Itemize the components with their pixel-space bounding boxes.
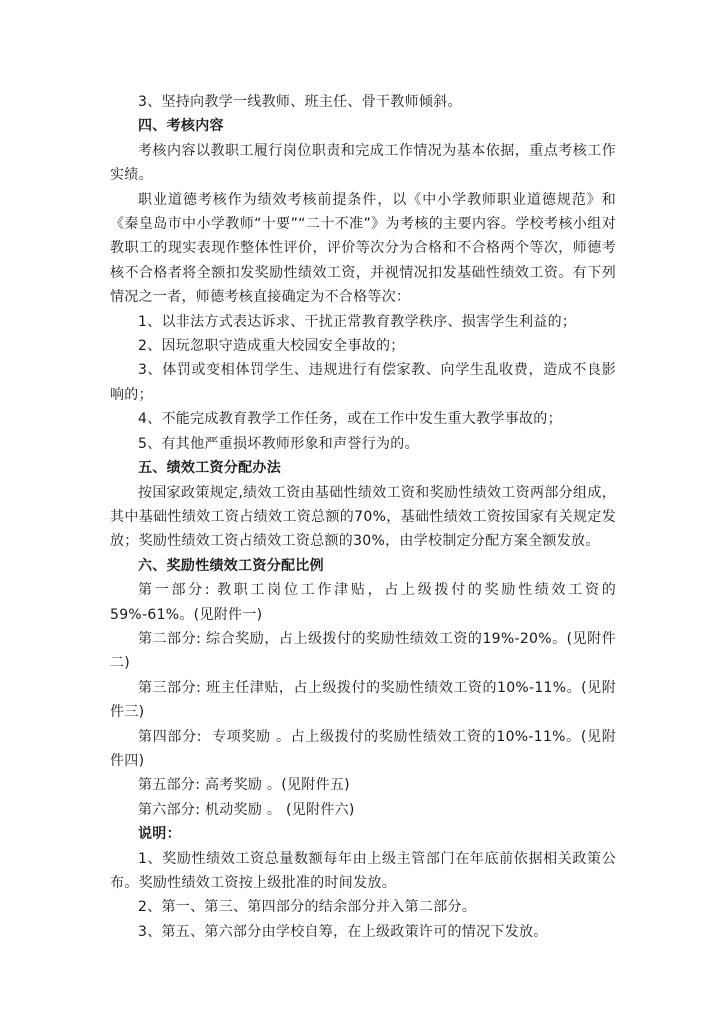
paragraph: 第一部分: 教职工岗位工作津贴，占上级拨付的奖励性绩效工资的59%-61%。(见附件一) [110,582,616,623]
paragraph: 第六部分: 机动奖励 。 (见附件六) [138,801,355,818]
list-item: 3、体罚或变相体罚学生、违规进行有偿家教、向学生乱收费，造成不良影响的； [110,362,616,403]
paragraph: 按国家政策规定,绩效工资由基础性绩效工资和奖励性绩效工资两部分组成，其中基础性绩效工资占绩效工资总额的70%，基础性绩效工资按国家有关规定发放；奖励性绩效工资占绩效工资总额的30%，由学校制定分配方案全额发放。 [110,484,616,550]
paragraph: 职业道德考核作为绩效考核前提条件，以《中小学教师职业道德规范》和《秦皇岛市中小学教师“十要”“二十不准”》为考核的主要内容。学校考核小组对教职工的现实表现作整体性评价，评价等次分为合格和不合格两个等次，师德考核不合格者将全额扣发奖励性绩效工资，并视情况扣发基础性绩效工资。有下列情况之一者，师德考核直接确定为不合格等次： [110,191,616,306]
paragraph: 考核内容以教职工履行岗位职责和完成工作情况为基本依据，重点考核工作实绩。 [110,142,616,184]
section-heading: 说明： [138,826,181,843]
paragraph: 第三部分: 班主任津贴，占上级拨付的奖励性绩效工资的10%-11%。(见附件三) [110,679,616,721]
list-item: 2、第一、第三、第四部分的结余部分并入第二部分。 [138,899,477,916]
section-heading: 五、绩效工资分配办法 [138,460,281,477]
paragraph: 第四部分: 专项奖励 。占上级拨付的奖励性绩效工资的10%-11%。(见附件四) [110,728,616,769]
list-item: 3、第五、第六部分由学校自筹，在上级政策许可的情况下发放。 [138,923,548,940]
list-item: 2、因玩忽职守造成重大校园安全事故的； [138,338,405,355]
list-item: 4、不能完成教育教学工作任务，或在工作中发生重大教学事故的； [138,411,562,428]
document-body [110,90,616,944]
list-item: 5、有其他严重损坏教师形象和声誉行为的。 [138,435,419,452]
list-item: 1、奖励性绩效工资总量数额每年由上级主管部门在年底前依据相关政策公布。奖励性绩效工资按上级批准的时间发放。 [110,850,616,891]
list-item: 3、坚持向教学一线教师、班主任、骨干教师倾斜。 [138,94,462,110]
paragraph: 第二部分: 综合奖励，占上级拨付的奖励性绩效工资的19%-20%。(见附件二) [110,630,616,672]
paragraph: 第五部分: 高考奖励 。(见附件五) [138,777,350,794]
section-heading: 四、考核内容 [138,118,224,135]
list-item: 1、以非法方式表达诉求、干扰正常教育教学秩序、损害学生利益的； [138,313,577,330]
section-heading: 六、奖励性绩效工资分配比例 [138,557,324,574]
